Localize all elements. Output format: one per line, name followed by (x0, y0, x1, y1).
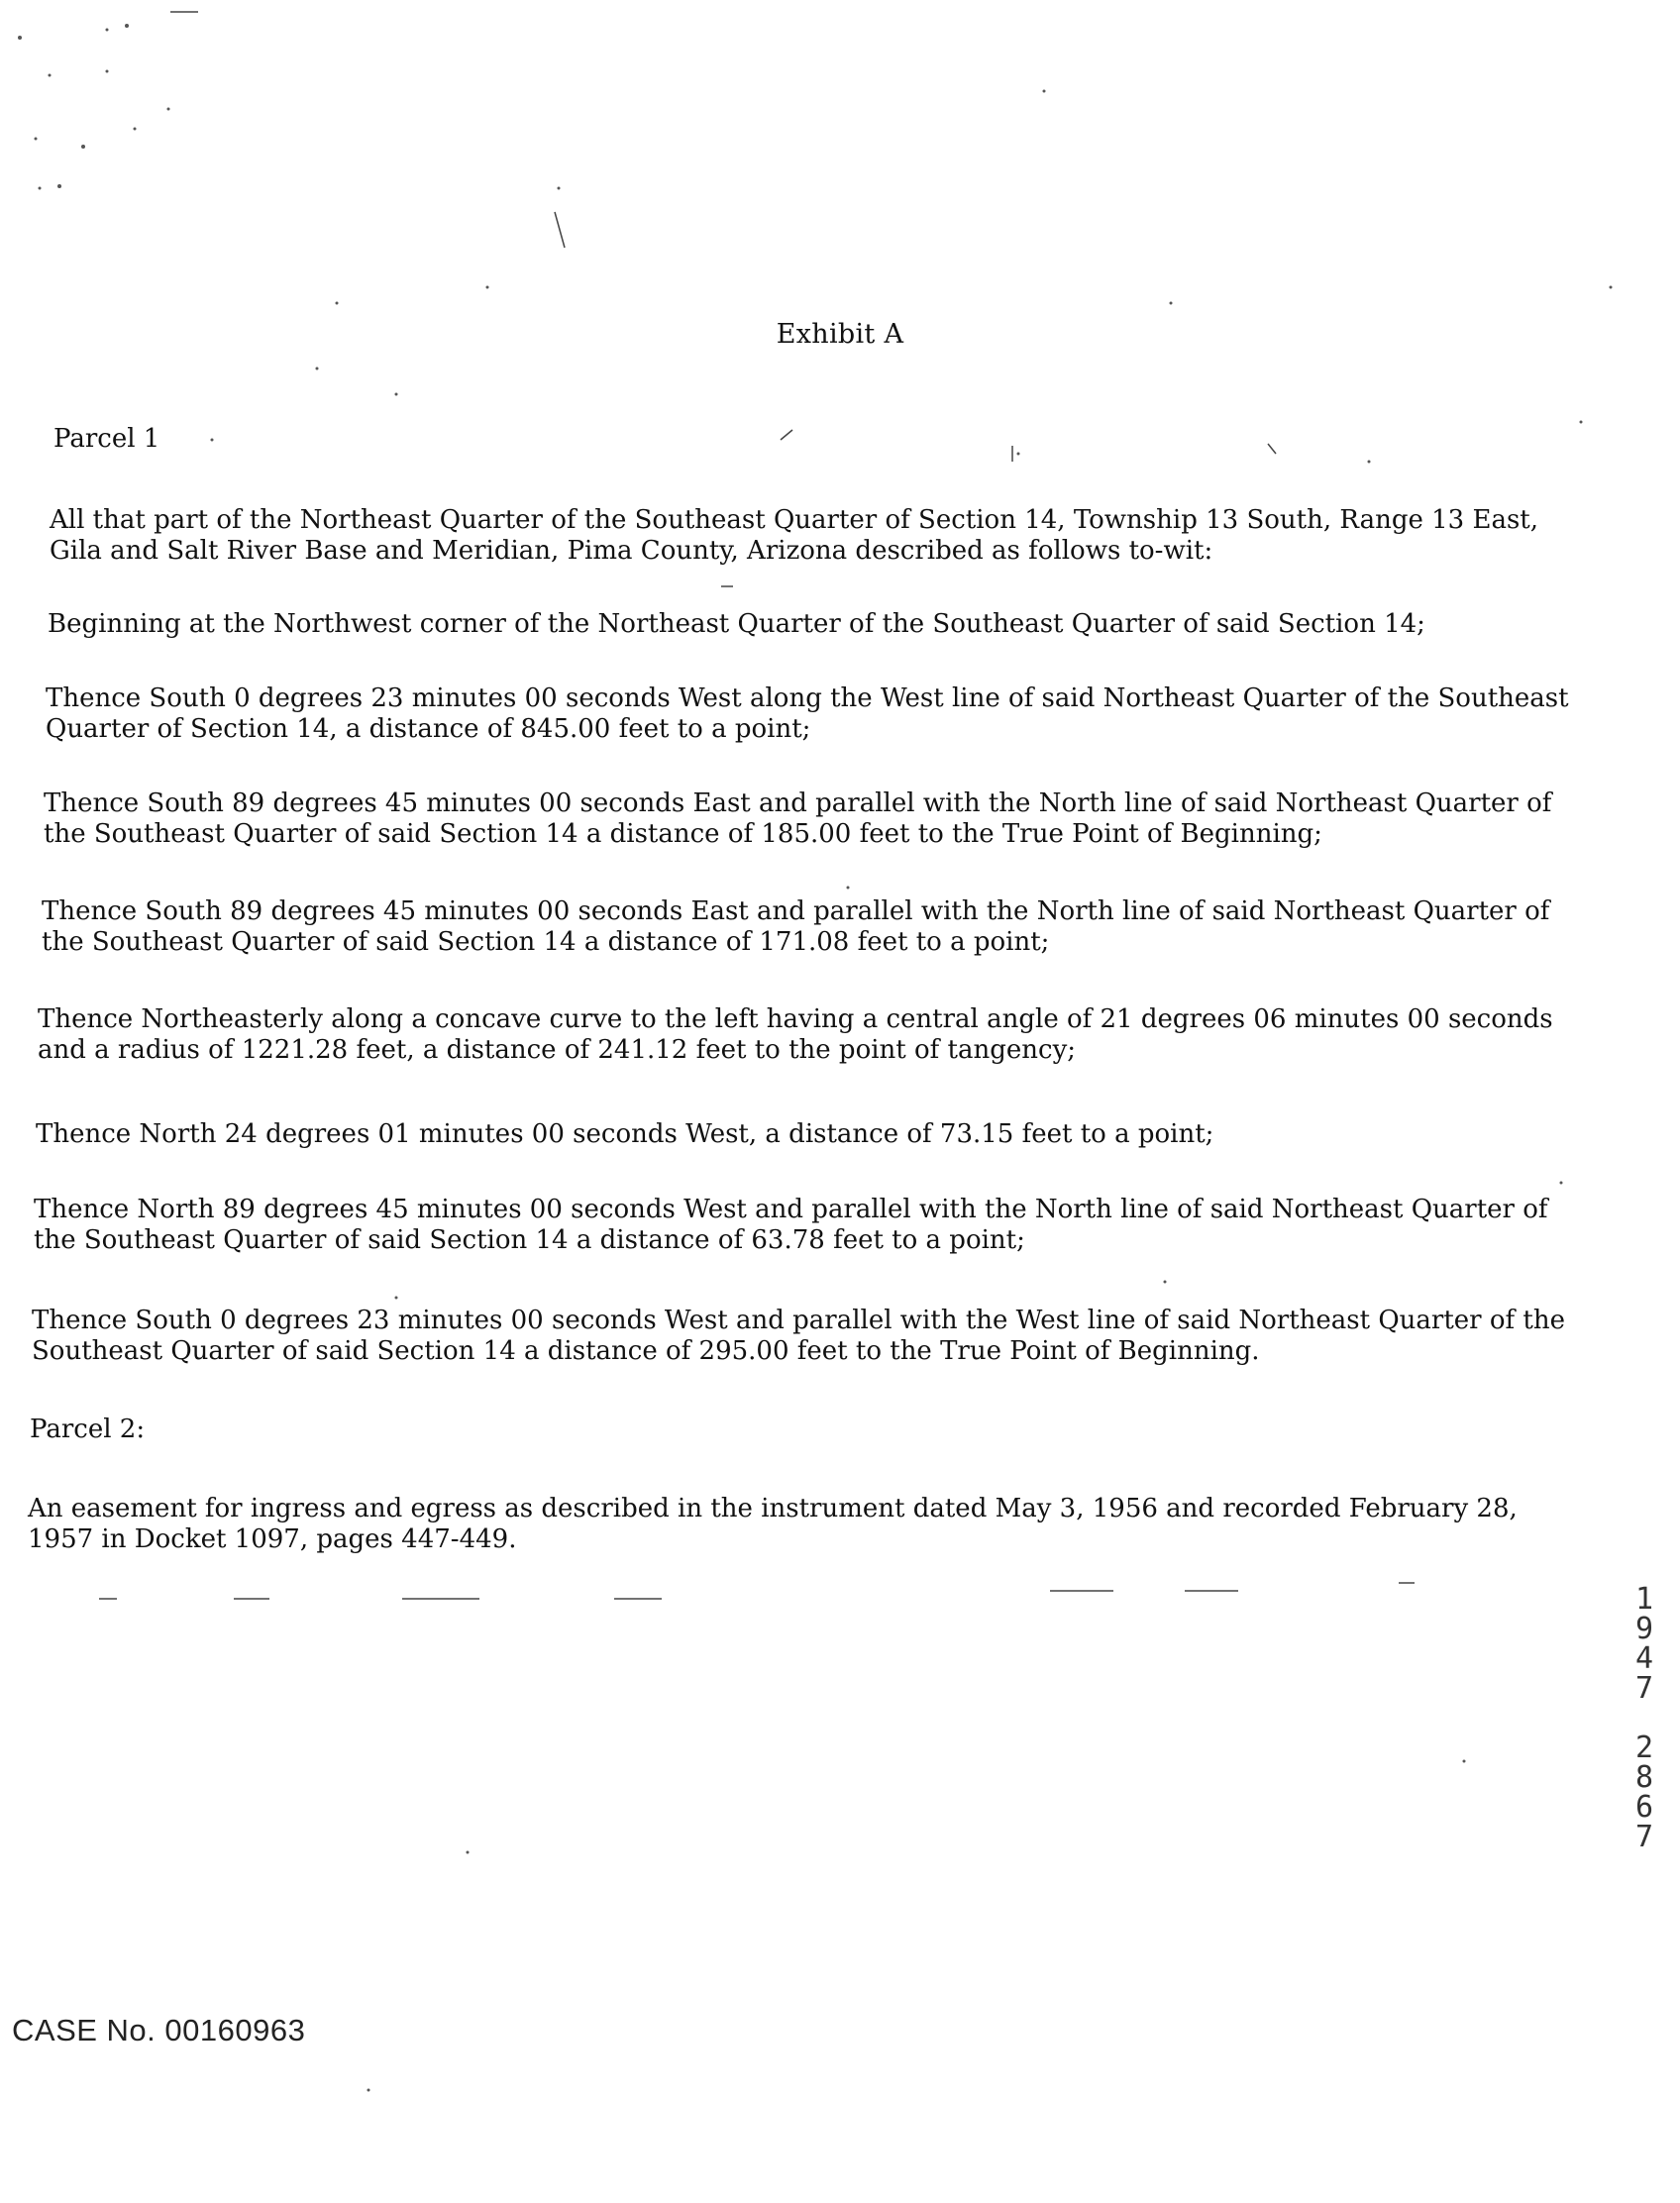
course-1: Thence South 0 degrees 23 minutes 00 seconds West along the West line of said Northeast Quarter of the Southeast Quarter of Section 14, a distance of 845.00 feet to a point; (46, 683, 1569, 744)
parcel-1-heading: Parcel 1 (53, 424, 160, 454)
parcel-2-heading: Parcel 2: (30, 1415, 146, 1444)
stamp-digit: 9 (1634, 1612, 1654, 1646)
stamp-digit: 2 (1634, 1731, 1654, 1765)
beginning-clause: Beginning at the Northwest corner of the Northeast Quarter of the Southeast Quarter of said Section 14; (48, 609, 1425, 639)
course-7: Thence South 0 degrees 23 minutes 00 seconds West and parallel with the West line of said Northeast Quarter of the Southeast Quarter of said Section 14 a distance of 295.00 feet to the True Point of Beginning. (32, 1306, 1565, 1366)
stamp-digit: 8 (1634, 1760, 1654, 1795)
recording-stamp (1625, 1582, 1664, 1854)
parcel-2-easement: An easement for ingress and egress as described in the instrument dated May 3, 1956 and recorded February 28, 1957 in Docket 1097, pages 447-449. (28, 1494, 1518, 1554)
parcel-1-description: All that part of the Northeast Quarter of the Southeast Quarter of Section 14, Township 13 South, Range 13 East, Gila and Salt River Base and Meridian, Pima County, Arizona described as follows to-wit: (50, 505, 1538, 566)
stamp-digit: 4 (1634, 1641, 1654, 1676)
stamp-digit: 6 (1634, 1790, 1654, 1825)
stamp-digit: 7 (1634, 1820, 1654, 1854)
exhibit-title: Exhibit A (776, 319, 904, 350)
stamp-digit: 7 (1634, 1671, 1654, 1706)
course-4-curve: Thence Northeasterly along a concave curve to the left having a central angle of 21 degrees 06 minutes 00 seconds and a radius of 1221.28 feet, a distance of 241.12 feet to the point of tangency; (38, 1004, 1553, 1065)
course-2: Thence South 89 degrees 45 minutes 00 seconds East and parallel with the North line of said Northeast Quarter of the Southeast Quarter of said Section 14 a distance of 185.00 feet to the True Point of Beginning; (44, 788, 1552, 849)
course-6: Thence North 89 degrees 45 minutes 00 seconds West and parallel with the North line of said Northeast Quarter of the Southeast Quarter of said Section 14 a distance of 63.78 feet to a point; (34, 1195, 1548, 1255)
course-3: Thence South 89 degrees 45 minutes 00 seconds East and parallel with the North line of said Northeast Quarter of the Southeast Quarter of said Section 14 a distance of 171.08 feet to a point; (42, 896, 1550, 957)
case-number: CASE No. 00160963 (12, 2013, 306, 2047)
stamp-digit: 1 (1634, 1582, 1654, 1617)
course-5: Thence North 24 degrees 01 minutes 00 seconds West, a distance of 73.15 feet to a point; (36, 1119, 1214, 1149)
